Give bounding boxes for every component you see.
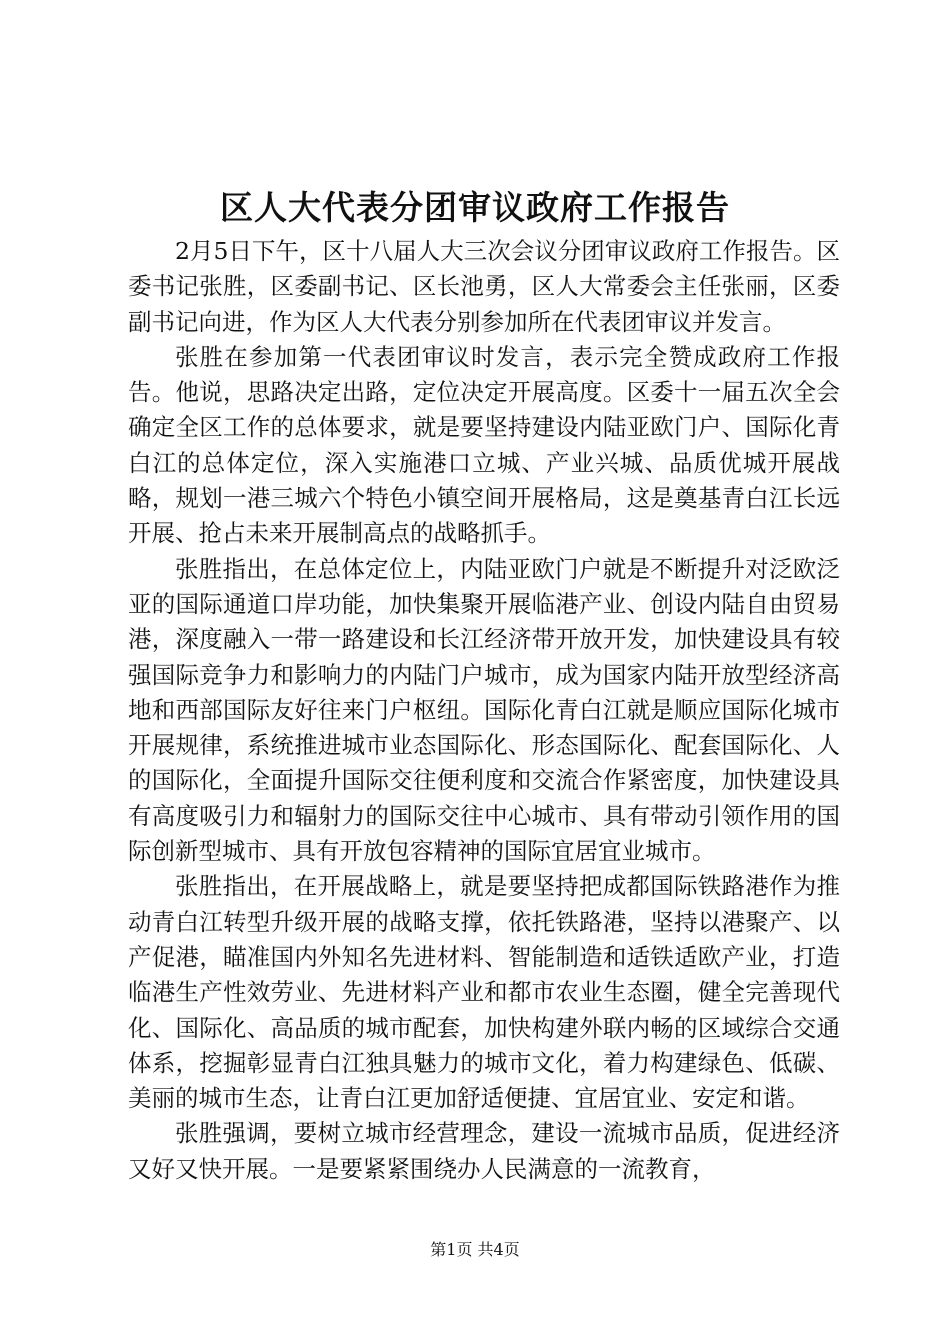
paragraph: 2月5日下午，区十八届人大三次会议分团审议政府工作报告。区委书记张胜，区委副书记、区长池勇，区人大常委会主任张丽，区委副书记向进，作为区人大代表分别参加所在代表团审议并发言。 (128, 237, 840, 336)
paragraph: 张胜强调，要树立城市经营理念，建设一流城市品质，促进经济又好又快开展。一是要紧紧围绕办人民满意的一流教育， (128, 1119, 840, 1183)
document-body (128, 234, 840, 1187)
paragraph: 张胜指出，在开展战略上，就是要坚持把成都国际铁路港作为推动青白江转型升级开展的战略支撑，依托铁路港，坚持以港聚产、以产促港，瞄准国内外知名先进材料、智能制造和适铁适欧产业，打造临港生产性效劳业、先进材料产业和都市农业生态圈，健全完善现代化、国际化、高品质的城市配套，加快构建外联内畅的区域综合交通体系，挖掘彰显青白江独具魅力的城市文化，着力构建绿色、低碳、美丽的城市生态，让青白江更加舒适便捷、宜居宜业、安定和谐。 (128, 872, 840, 1113)
document-title: 区人大代表分团审议政府工作报告 (220, 188, 730, 227)
paragraph: 张胜指出，在总体定位上，内陆亚欧门户就是不断提升对泛欧泛亚的国际通道口岸功能，加快集聚开展临港产业、创设内陆自由贸易港，深度融入一带一路建设和长江经济带开放开发，加快建设具有较强国际竞争力和影响力的内陆门户城市，成为国家内陆开放型经济高地和西部国际友好往来门户枢纽。国际化青白江就是顺应国际化城市开展规律，系统推进城市业态国际化、形态国际化、配套国际化、人的国际化，全面提升国际交往便利度和交流合作紧密度，加快建设具有高度吸引力和辐射力的国际交往中心城市、具有带动引领作用的国际创新型城市、具有开放包容精神的国际宜居宜业城市。 (128, 554, 840, 866)
paragraph: 张胜在参加第一代表团审议时发言，表示完全赞成政府工作报告。他说，思路决定出路，定位决定开展高度。区委十一届五次全会确定全区工作的总体要求，就是要坚持建设内陆亚欧门户、国际化青白江的总体定位，深入实施港口立城、产业兴城、品质优城开展战略，规划一港三城六个特色小镇空间开展格局，这是奠基青白江长远开展、抢占未来开展制高点的战略抓手。 (128, 342, 840, 548)
page-number-footer: 第1页 共4页 (430, 1240, 520, 1259)
